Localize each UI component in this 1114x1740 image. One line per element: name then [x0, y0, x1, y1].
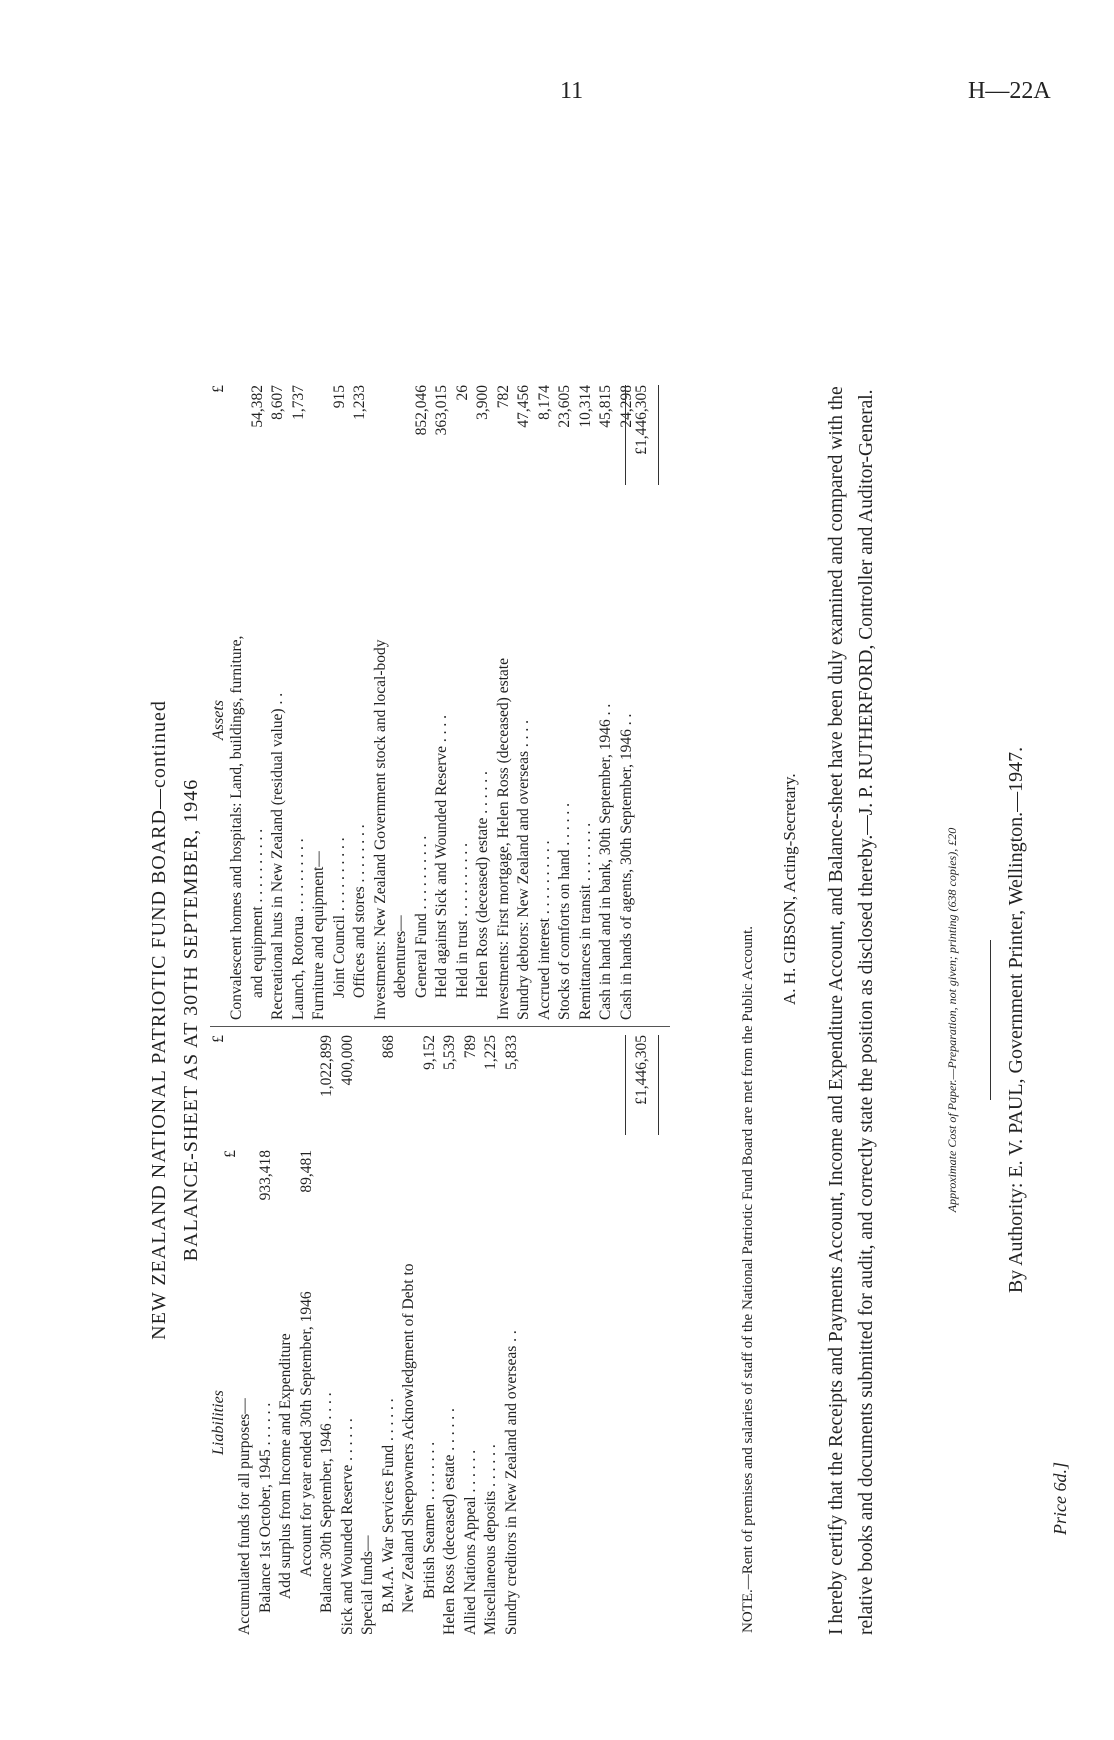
liability-line: Helen Ross (deceased) estate . . . . . .	[441, 1408, 458, 1635]
asset-line: Held against Sick and Wounded Reserve . . . .	[433, 714, 450, 998]
authority-divider	[990, 940, 991, 1100]
asset-line: Cash in hand and in bank, 30th September, 1946 . .	[597, 703, 614, 1020]
liabilities-total-rule	[625, 1035, 626, 1135]
asset-line: Held in trust . . . . . . . . . .	[453, 843, 471, 998]
liability-amount-col2: 5,833	[502, 1035, 520, 1070]
liability-amount-col2: 9,152	[420, 1035, 438, 1070]
asset-line: Helen Ross (deceased) estate . . . . . .	[474, 771, 491, 998]
signature: A. H. GIBSON, Acting-Secretary.	[780, 773, 799, 1005]
liability-line: Balance 30th September, 1946 . . . .	[318, 1392, 335, 1613]
asset-amount: 23,605	[556, 385, 573, 428]
asset-amount: 10,314	[576, 385, 594, 428]
asset-line: Launch, Rotorua . . . . . . . . . .	[289, 838, 307, 1020]
audit-certificate: I hereby certify that the Receipts and Payments Account, Income and Expenditure Account, and Balance-sheet have been duly examined and compared with the relative books and documents submitted for audit, and correctly state the position as disclosed thereby.—J. P. RUTHERFORD, Controller and Auditor-General.	[826, 386, 877, 1635]
asset-line: General Fund . . . . . . . . . .	[412, 835, 430, 998]
asset-amount: 8,607	[269, 385, 286, 420]
assets-currency: £	[210, 385, 227, 393]
liability-amount-col1: 89,481	[297, 1150, 315, 1193]
report-title: NEW ZEALAND NATIONAL PATRIOTIC FUND BOARD—continued	[148, 700, 170, 1340]
liability-line: Special funds—	[359, 1535, 376, 1635]
page-number: 11	[560, 78, 584, 104]
liabilities-currency-col2: £	[210, 1035, 227, 1043]
asset-line: Accrued interest . . . . . . . . . .	[535, 840, 553, 1020]
asset-amount: 1,233	[351, 385, 368, 420]
liability-amount-col2: 1,022,899	[318, 1035, 335, 1097]
liability-line: Allied Nations Appeal . . . . . .	[461, 1449, 479, 1635]
asset-line: Furniture and equipment—	[310, 851, 327, 1020]
asset-line: Stocks of comforts on hand . . . . . .	[556, 803, 573, 1020]
liability-line: British Seamen . . . . . . . .	[420, 1441, 438, 1599]
liability-amount-col2: 868	[379, 1035, 397, 1059]
liabilities-currency-col1: £	[222, 1150, 239, 1158]
asset-amount: 24,298	[617, 385, 635, 428]
liability-line: Add surplus from Income and Expenditure	[277, 1333, 294, 1599]
liabilities-total-underline	[658, 1035, 659, 1135]
asset-line: Investments: First mortgage, Helen Ross (deceased) estate	[494, 658, 512, 1020]
asset-line: debentures—	[392, 915, 409, 998]
cost-line: Approximate Cost of Paper.—Preparation, not given; printing (638 copies), £20	[945, 827, 959, 1213]
asset-amount: 1,737	[289, 385, 307, 420]
asset-line: Offices and stores . . . . . . . .	[351, 824, 368, 998]
liability-line: Balance 1st October, 1945 . . . . . .	[256, 1402, 274, 1613]
authority-line: By Authority: E. V. PAUL, Government Printer, Wellington.—1947.	[1005, 746, 1027, 1294]
asset-line: Cash in hands of agents, 30th September, 1946 . .	[617, 713, 635, 1020]
asset-amount: 3,900	[474, 385, 491, 420]
liabilities-heading: Liabilities	[210, 1390, 227, 1455]
liability-line: Account for year ended 30th September, 1946	[297, 1291, 315, 1577]
liability-line: Accumulated funds for all purposes—	[236, 1398, 253, 1635]
liability-amount-col2: 789	[461, 1035, 479, 1059]
asset-amount: 47,456	[515, 385, 532, 428]
asset-amount: 782	[494, 385, 512, 409]
assets-total-rule	[625, 385, 626, 485]
liability-line: New Zealand Sheepowners Acknowledgment of Debt to	[400, 1263, 417, 1613]
asset-amount: 363,015	[433, 385, 450, 436]
assets-total-underline	[658, 385, 659, 485]
asset-amount: 54,382	[248, 385, 266, 428]
liability-amount-col1: 933,418	[256, 1150, 274, 1201]
document-code: H—22A	[968, 78, 1051, 104]
liabilities-total: £1,446,305	[633, 1035, 650, 1105]
asset-line: Recreational huts in New Zealand (residual value) . .	[269, 692, 286, 1020]
balance-sheet-subtitle: BALANCE-SHEET AS AT 30TH SEPTEMBER, 1946	[180, 778, 202, 1262]
liability-amount-col2: 5,539	[441, 1035, 458, 1070]
column-divider	[210, 1026, 670, 1027]
liability-amount-col2: 400,000	[338, 1035, 356, 1086]
asset-line: Joint Council . . . . . . . . . .	[330, 837, 348, 998]
asset-amount: 45,815	[597, 385, 614, 428]
rotated-balance-sheet	[120, 85, 1080, 1665]
asset-amount: 915	[330, 385, 348, 409]
asset-line: Investments: New Zealand Government stock and local-body	[371, 639, 389, 1020]
asset-amount: 852,046	[412, 385, 430, 436]
assets-heading: Assets	[210, 700, 227, 740]
asset-line: Convalescent homes and hospitals: Land, buildings, furniture,	[228, 635, 245, 1020]
liability-amount-col2: 1,225	[482, 1035, 499, 1070]
liability-line: Sundry creditors in New Zealand and overseas . .	[502, 1330, 520, 1635]
note-text: NOTE.—Rent of premises and salaries of staff of the National Patriotic Fund Board are met from the Public Account.	[740, 925, 756, 1633]
assets-total: £1,446,305	[633, 385, 650, 455]
liability-line: B.M.A. War Services Fund . . . . . .	[379, 1398, 397, 1613]
asset-amount: 8,174	[535, 385, 553, 420]
asset-line: Remittances in transit . . . . . . . .	[576, 822, 594, 1020]
asset-line: Sundry debtors: New Zealand and overseas . . . .	[515, 719, 532, 1020]
price: Price 6d.]	[1050, 1462, 1070, 1535]
liability-line: Sick and Wounded Reserve . . . . . .	[338, 1418, 356, 1635]
liability-line: Miscellaneous deposits . . . . . .	[482, 1444, 499, 1635]
asset-amount: 26	[453, 385, 471, 401]
asset-line: and equipment . . . . . . . . . .	[248, 828, 266, 998]
